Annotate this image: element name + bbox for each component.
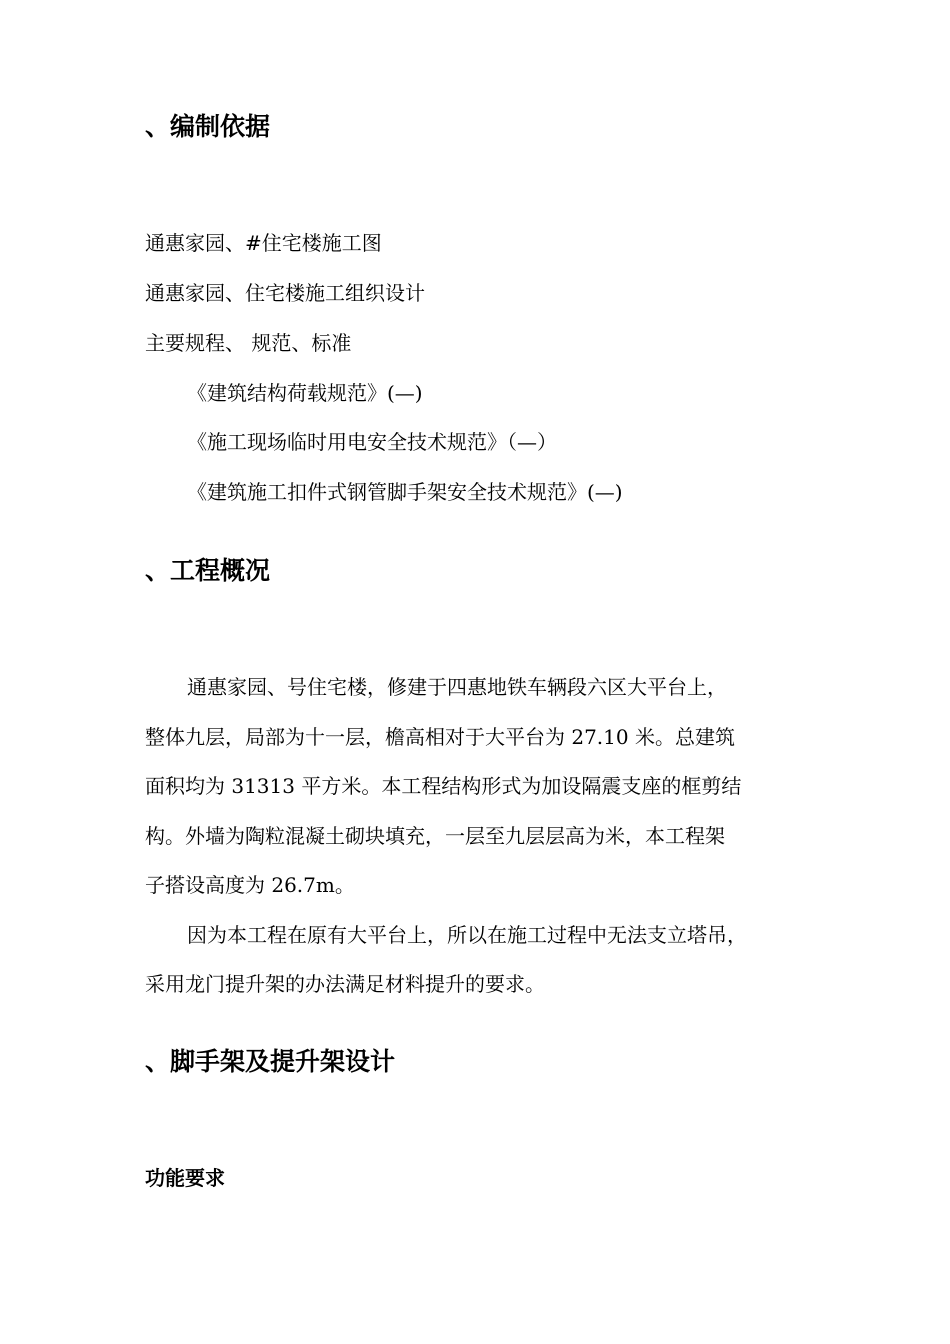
subheading-function-requirements: 功能要求: [145, 1166, 225, 1190]
overview-p2-line-1: 因为本工程在原有大平台上，所以在施工过程中无法支立塔吊，: [187, 923, 747, 947]
overview-p1-line-1: 通惠家园、号住宅楼，修建于四惠地铁车辆段六区大平台上，: [187, 675, 727, 699]
section-heading-overview: 、工程概况: [145, 556, 271, 585]
basis-line-2: 通惠家园、住宅楼施工组织设计: [145, 281, 425, 305]
overview-p1-line-4: 构。外墙为陶粒混凝土砌块填充，一层至九层层高为米，本工程架: [145, 824, 725, 848]
overview-p2-line-2: 采用龙门提升架的办法满足材料提升的要求。: [145, 972, 545, 996]
overview-p1-line-3: 面积均为 31313 平方米。本工程结构形式为加设隔震支座的框剪结: [145, 774, 742, 798]
standard-item-2: 《施工现场临时用电安全技术规范》（—）: [187, 430, 557, 454]
overview-p1-line-5: 子搭设高度为 26.7m。: [145, 873, 355, 897]
section-heading-basis: 、编制依据: [145, 112, 271, 141]
basis-line-1: 通惠家园、#住宅楼施工图: [145, 231, 382, 255]
overview-p1-line-2: 整体九层，局部为十一层，檐高相对于大平台为 27.10 米。总建筑: [145, 725, 735, 749]
standard-item-3: 《建筑施工扣件式钢管脚手架安全技术规范》(—): [187, 480, 623, 504]
standard-item-1: 《建筑结构荷载规范》(—): [187, 381, 423, 405]
basis-line-3: 主要规程、 规范、标准: [145, 331, 352, 355]
section-heading-design: 、脚手架及提升架设计: [145, 1047, 396, 1076]
